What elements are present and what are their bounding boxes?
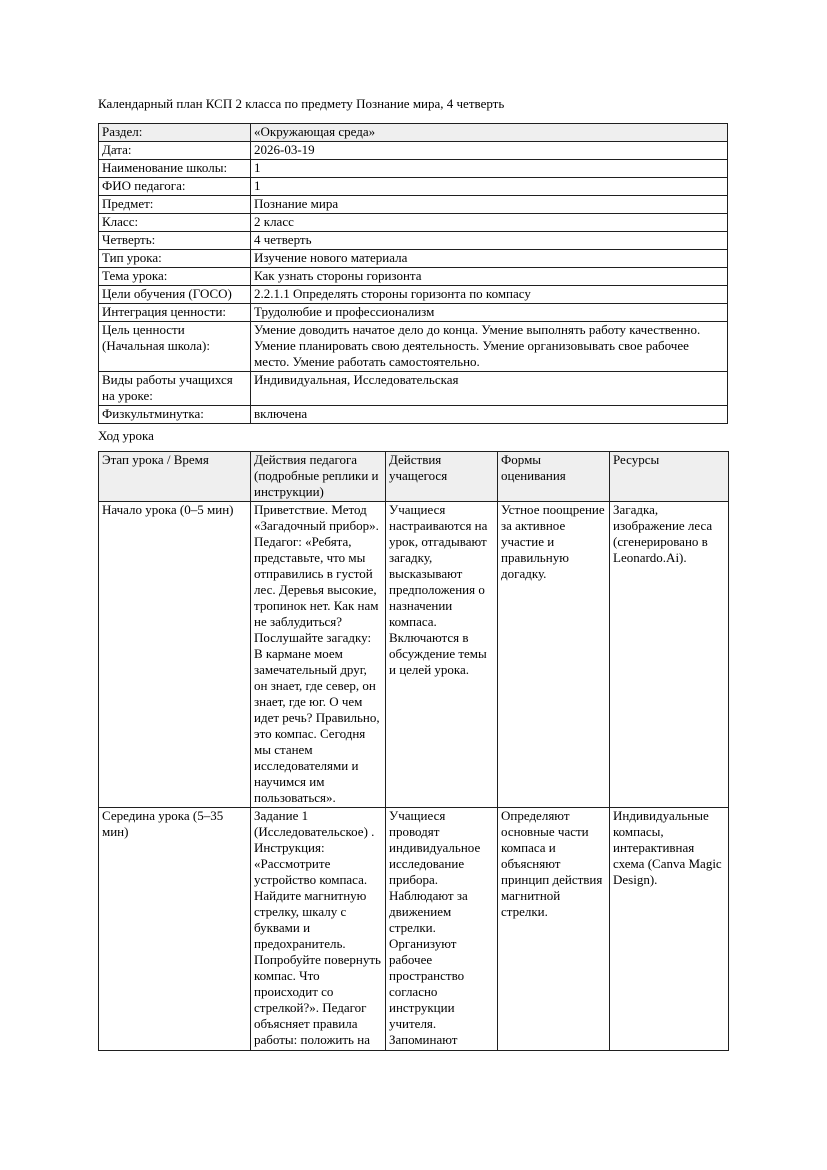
student-actions-cell [386,808,498,1051]
stage-cell [99,808,251,1051]
info-value: 2 класс [251,214,728,232]
info-label: Цель ценности (Начальная школа): [99,322,251,372]
page-content [98,96,728,1051]
info-label: Интеграция ценности: [99,304,251,322]
lesson-row [99,502,729,808]
info-label: Четверть: [99,232,251,250]
info-value: 1 [251,160,728,178]
info-row [99,268,728,286]
info-row [99,372,728,406]
teacher-actions-cell: Приветствие. Метод «Загадочный прибор». Педагог: «Ребята, представьте, что мы отправились в густой лес. Деревья высокие, тропинок нет. Как нам не заблудиться? Послушайте загадку: В кармане моем замечательный друг, он знает, где север, он знает, где юг. О чем идет речь? Правильно, это компас. Сегодня мы станем исследователями и научимся им пользоваться». [251,502,386,808]
resources-text: Индивидуальные компасы, интерактивная схема (Canva Magic Design). [613,808,722,887]
info-row [99,142,728,160]
info-label: ФИО педагога: [99,178,251,196]
info-value: «Окружающая среда» [251,124,728,142]
info-label: Класс: [99,214,251,232]
lesson-header-student-actions: Действия учащегося [386,452,498,502]
info-row [99,178,728,196]
resources-cell: Загадка, изображение леса (сгенерировано в Leonardo.Ai). [610,502,729,808]
info-value: 4 четверть [251,232,728,250]
info-row [99,124,728,142]
info-label: Физкультминутка: [99,406,251,424]
info-value: 2.2.1.1 Определять стороны горизонта по компасу [251,286,728,304]
info-label: Тип урока: [99,250,251,268]
lesson-header-teacher-actions: Действия педагога (подробные реплики и инструкции) [251,452,386,502]
info-label: Тема урока: [99,268,251,286]
info-label: Дата: [99,142,251,160]
info-value: Трудолюбие и профессионализм [251,304,728,322]
student-actions-cell: Учащиеся настраиваются на урок, отгадывают загадку, высказывают предположения о назначении компаса. Включаются в обсуждение темы и целей урока. [386,502,498,808]
info-row [99,406,728,424]
lesson-header-stage: Этап урока / Время [99,452,251,502]
student-actions-text: Учащиеся проводят индивидуальное исследование прибора. Наблюдают за движением стрелки. Организуют рабочее пространство согласно инструкции учителя. Запоминают [389,808,481,1047]
info-label: Предмет: [99,196,251,214]
stage-cell: Начало урока (0–5 мин) [99,502,251,808]
info-label: Цели обучения (ГОСО) [99,286,251,304]
info-row [99,286,728,304]
info-value: 2026-03-19 [251,142,728,160]
teacher-actions-text: Задание 1 (Исследовательское) . Инструкция: «Рассмотрите устройство компаса. Найдите магнитную стрелку, шкалу с буквами и предохранитель. Попробуйте повернуть компас. Что происходит со стрелкой?». Педагог объясняет правила работы: положить на [254,808,381,1047]
info-value: Изучение нового материала [251,250,728,268]
info-row [99,250,728,268]
info-row [99,322,728,372]
info-value: включена [251,406,728,424]
lesson-header-resources: Ресурсы [610,452,729,502]
lesson-header-assessment: Формы оценивания [498,452,610,502]
info-value: Умение доводить начатое дело до конца. Умение выполнять работу качественно. Умение планировать свою деятельность. Умение организовывать свое рабочее место. Умение работать самостоятельно. [251,322,728,372]
lesson-row [99,808,729,1051]
teacher-actions-cell [251,808,386,1051]
info-table [98,123,728,424]
assessment-cell [498,808,610,1051]
info-row [99,196,728,214]
document-title: Календарный план КСП 2 класса по предмету Познание мира, 4 четверть [98,96,505,111]
info-row [99,232,728,250]
info-row [99,304,728,322]
info-label: Раздел: [99,124,251,142]
resources-cell [610,808,729,1051]
info-label: Наименование школы: [99,160,251,178]
assessment-text: Определяют основные части компаса и объясняют принцип действия магнитной стрелки. [501,808,603,919]
info-value: Индивидуальная, Исследовательская [251,372,728,406]
assessment-cell: Устное поощрение за активное участие и правильную догадку. [498,502,610,808]
lesson-header-row [99,452,729,502]
lesson-table [98,451,729,1051]
info-value: 1 [251,178,728,196]
info-row [99,214,728,232]
info-label: Виды работы учащихся на уроке: [99,372,251,406]
info-row [99,160,728,178]
info-value: Как узнать стороны горизонта [251,268,728,286]
info-value: Познание мира [251,196,728,214]
lesson-flow-title: Ход урока [98,428,154,443]
stage-text: Середина урока (5–35 мин) [102,808,224,839]
